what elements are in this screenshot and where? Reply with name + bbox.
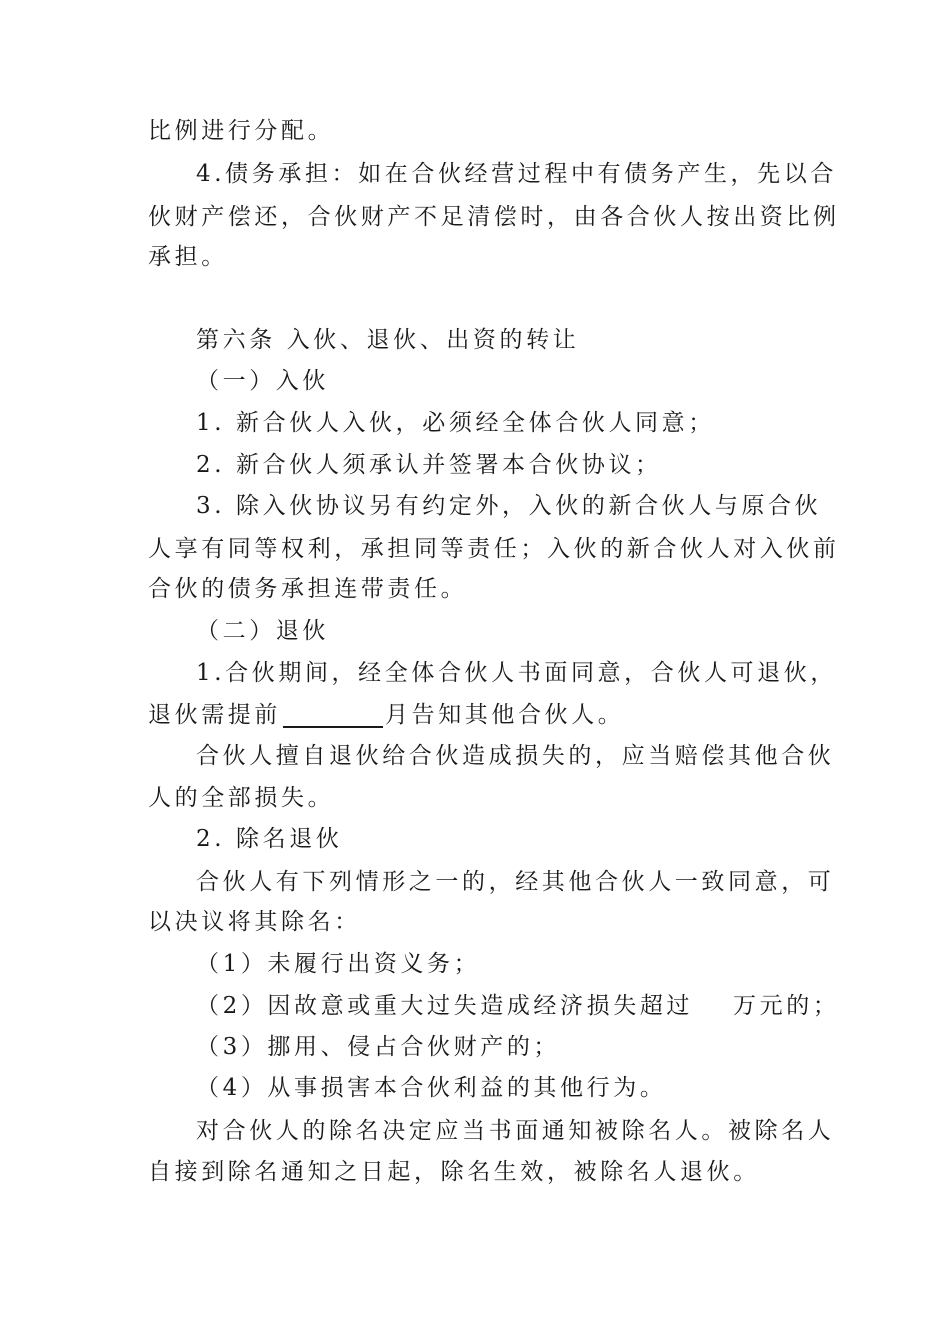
- text-segment: （2）因故意或重大过失造成经济损失超过: [196, 993, 694, 1019]
- section-heading: 第六条 入伙、退伙、出资的转让: [196, 327, 580, 353]
- fill-in-blank[interactable]: [283, 726, 383, 728]
- paragraph-line: 比例进行分配。: [148, 118, 335, 144]
- paragraph-line: 人享有同等权利，承担同等责任；入伙的新合伙人对入伙前: [148, 536, 840, 562]
- subsection-heading: （一）入伙: [196, 368, 329, 394]
- list-item: 2. 除名退伙: [196, 826, 343, 852]
- paragraph-line: 伙财产偿还，合伙财产不足清偿时，由各合伙人按出资比例: [148, 204, 840, 230]
- text-segment: 月告知其他合伙人。: [385, 702, 625, 728]
- list-item: 1.合伙期间，经全体合伙人书面同意，合伙人可退伙，: [196, 660, 837, 686]
- subsection-heading: （二）退伙: [196, 618, 329, 644]
- paragraph-line: 自接到除名通知之日起，除名生效，被除名人退伙。: [148, 1159, 760, 1185]
- list-item: 1. 新合伙人入伙，必须经全体合伙人同意；: [196, 410, 715, 436]
- list-item: 2. 新合伙人须承认并签署本合伙协议；: [196, 452, 662, 478]
- text-segment: 万元的；: [733, 993, 840, 1019]
- paragraph-line: [148, 700, 624, 730]
- list-item: （1）未履行出资义务；: [196, 951, 481, 977]
- text-segment: 退伙需提前: [148, 702, 281, 728]
- list-item: 3. 除入伙协议另有约定外，入伙的新合伙人与原合伙: [196, 493, 822, 519]
- list-item: （3）挪用、侵占合伙财产的；: [196, 1034, 561, 1060]
- paragraph-line: 对合伙人的除名决定应当书面通知被除名人。被除名人: [196, 1118, 835, 1144]
- paragraph-line: 合伙的债务承担连带责任。: [148, 576, 468, 602]
- paragraph-line: 人的全部损失。: [148, 785, 335, 811]
- list-item: （4）从事损害本合伙利益的其他行为。: [196, 1075, 667, 1101]
- paragraph-line: 承担。: [148, 244, 228, 270]
- paragraph-line: 以决议将其除名：: [148, 909, 361, 935]
- paragraph-line: 合伙人有下列情形之一的，经其他合伙人一致同意，可: [196, 869, 835, 895]
- paragraph-line: 4.债务承担：如在合伙经营过程中有债务产生，先以合: [196, 161, 837, 187]
- list-item: [196, 991, 839, 1021]
- paragraph-line: 合伙人擅自退伙给合伙造成损失的，应当赔偿其他合伙: [196, 743, 835, 769]
